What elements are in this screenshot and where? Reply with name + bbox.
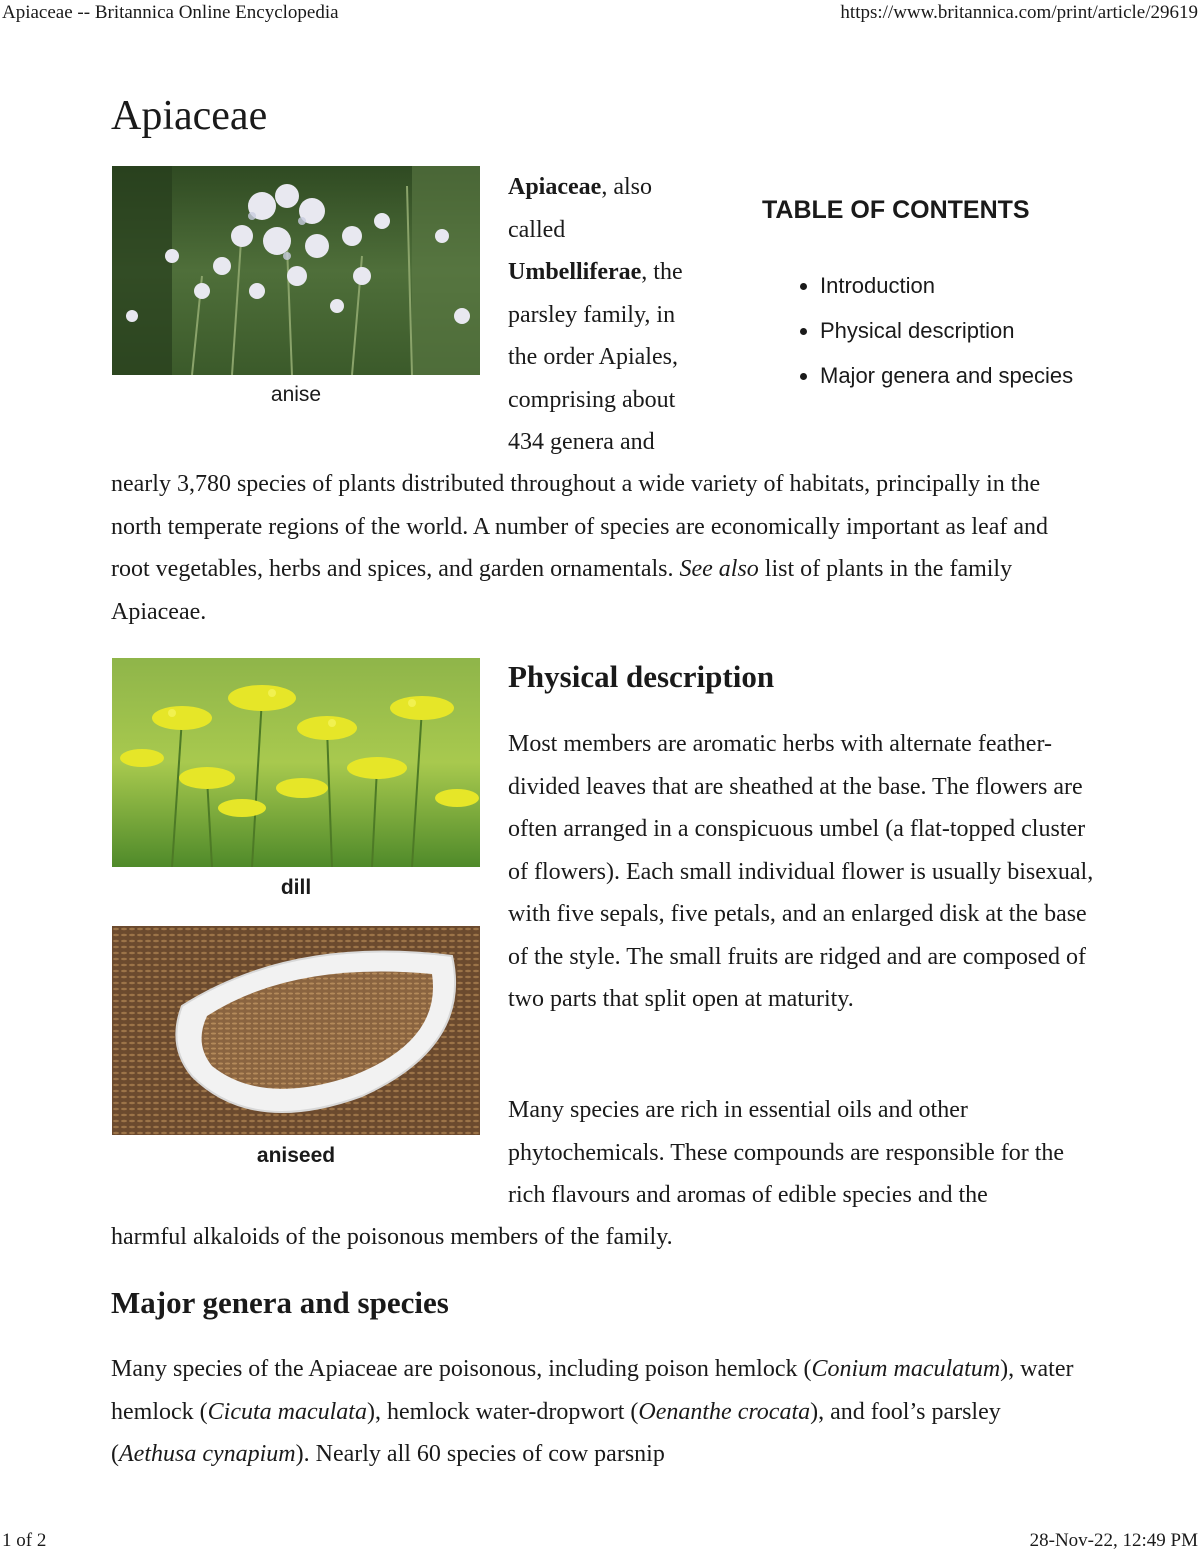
- intro-text-2: , the parsley family, in the order Apiales, comprising about 434 genera and: [508, 259, 683, 455]
- intro-paragraph: [508, 166, 708, 464]
- print-footer-date: 28-Nov-22, 12:49 PM: [1029, 1530, 1198, 1551]
- species-cicuta: Cicuta maculata: [207, 1398, 367, 1425]
- toc-item-introduction[interactable]: • Introduction: [820, 263, 1073, 308]
- toc-title: TABLE OF CONTENTS: [762, 196, 1030, 224]
- major-text-3: ), hemlock water-dropwort (: [366, 1398, 639, 1425]
- heading-major-genera: Major genera and species: [111, 1285, 449, 1320]
- table-of-contents: [800, 263, 1073, 398]
- major-text-2: ), water hemlock (: [111, 1356, 1074, 1425]
- intro-continuation: [111, 463, 1091, 633]
- page-title: Apiaceae: [111, 93, 268, 139]
- species-aethusa: Aethusa cynapium: [119, 1441, 296, 1467]
- physical-paragraph-2-continuation: harmful alkaloids of the poisonous members of the family.: [111, 1224, 673, 1250]
- intro-text-1: , also called: [508, 174, 652, 243]
- toc-item-physical-description[interactable]: • Physical description: [820, 308, 1073, 353]
- major-text-5: ). Nearly all 60 species of cow parsnip: [295, 1441, 665, 1467]
- print-footer-page: 1 of 2: [2, 1530, 47, 1551]
- print-header-title: Apiaceae -- Britannica Online Encyclopedia: [2, 2, 339, 23]
- major-text-1: Many species of the Apiaceae are poisonous, including poison hemlock (: [111, 1356, 812, 1382]
- print-header-url: https://www.britannica.com/print/article/29619: [840, 2, 1198, 23]
- aniseed-caption: aniseed: [256, 1144, 336, 1167]
- dill-caption: dill: [280, 876, 312, 899]
- species-oenanthe: Oenanthe crocata: [638, 1398, 811, 1425]
- intro-continuation-end: list of plants in the family Apiaceae.: [111, 556, 1013, 625]
- toc-item-major-genera[interactable]: • Major genera and species: [820, 353, 1073, 398]
- intro-continuation-text: nearly 3,780 species of plants distributed throughout a wide variety of habitats, principally in the north temperate regions of the world. A number of species are economically important as leaf and root vegetables, herbs and spices, and garden ornamentals.: [111, 471, 1049, 582]
- intro-term-umbelliferae: Umbelliferae: [508, 259, 642, 285]
- species-conium: Conium maculatum: [811, 1356, 1001, 1382]
- intro-term-apiaceae: Apiaceae: [508, 174, 602, 200]
- physical-paragraph-2: Many species are rich in essential oils and other phytochemicals. These compounds are responsible for the rich flavours and aromas of edible species and the: [508, 1097, 1065, 1208]
- anise-image: [112, 166, 480, 375]
- aniseed-image: [112, 926, 480, 1135]
- see-also-link[interactable]: See also: [679, 556, 759, 582]
- physical-paragraph-1: Most members are aromatic herbs with alternate feather-divided leaves that are sheathed at the base. The flowers are often arranged in a conspicuous umbel (a flat-topped cluster of flowers). Each small individual flower is usually bisexual, with five sepals, five petals, and an enlarged disk at the base of the style. The small fruits are ridged and are composed of two parts that split open at maturity.: [508, 731, 1094, 1012]
- major-text-4: ), and fool’s parsley (: [111, 1398, 1001, 1467]
- heading-physical-description: Physical description: [508, 659, 775, 694]
- major-genera-paragraph: [111, 1348, 1091, 1476]
- dill-image: [112, 658, 480, 867]
- anise-caption: anise: [270, 383, 322, 406]
